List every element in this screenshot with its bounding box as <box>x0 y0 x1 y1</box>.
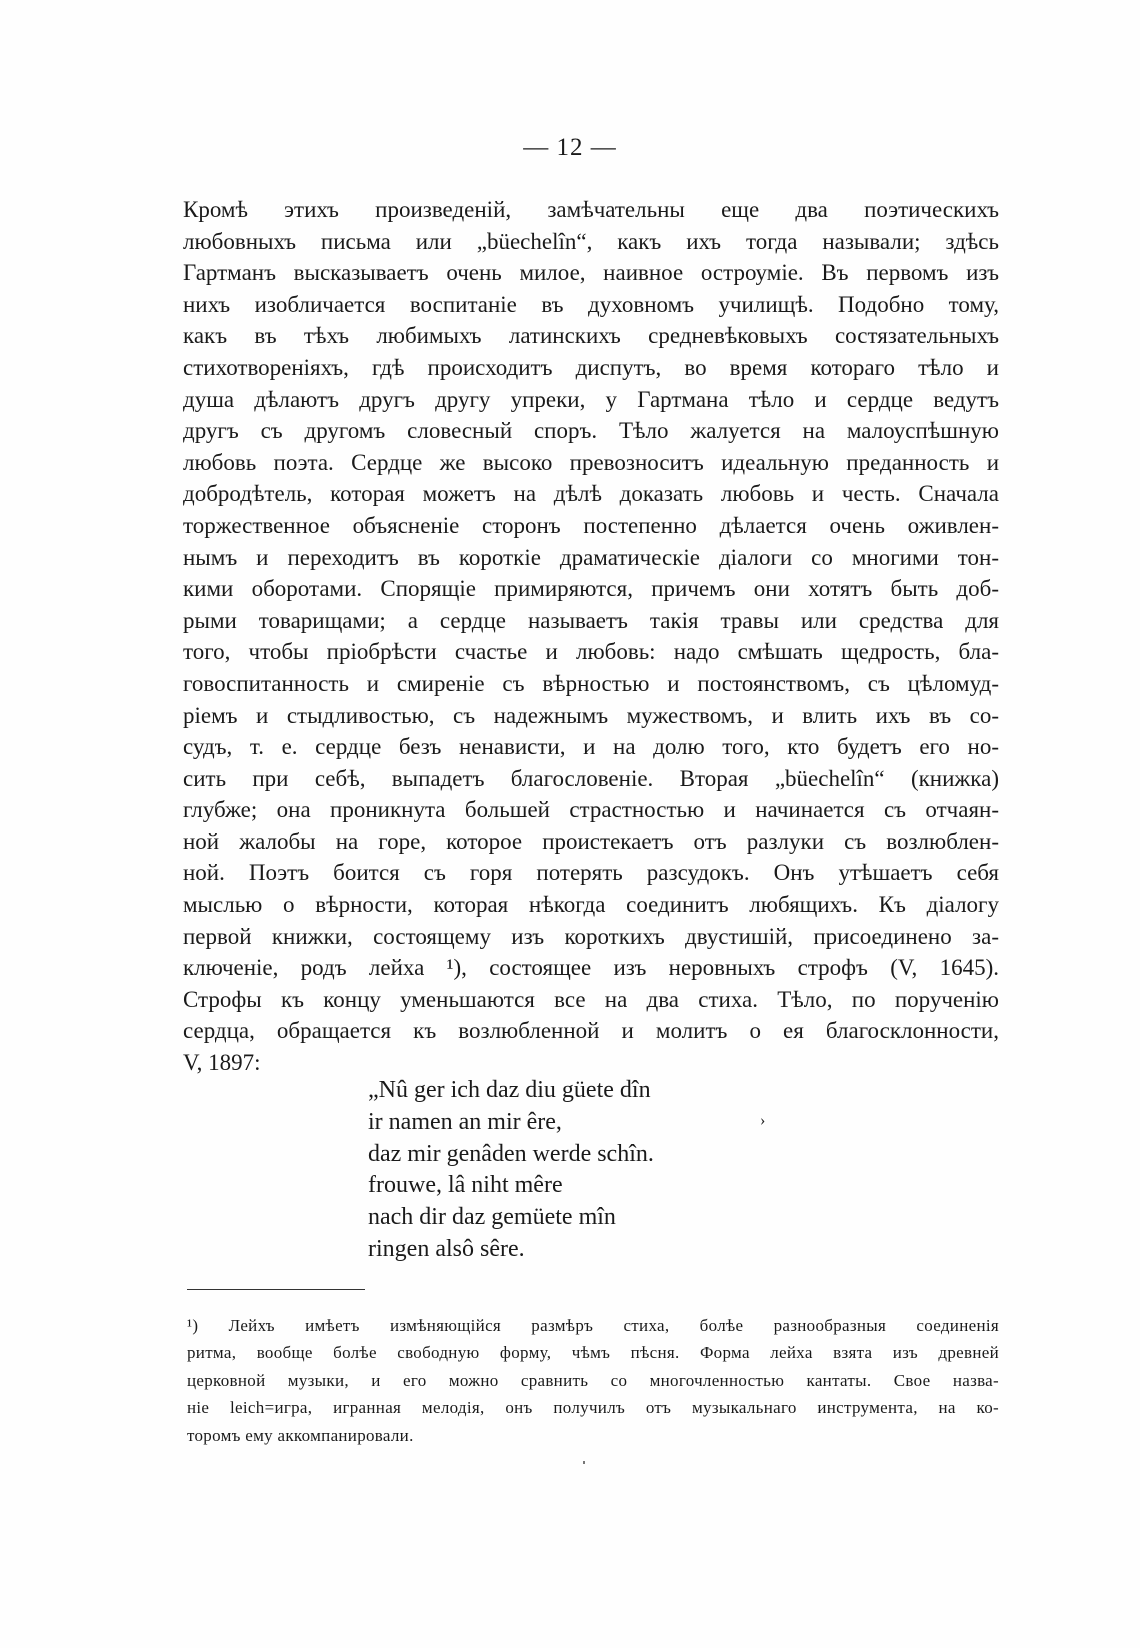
text-line: любовь поэта. Сердце же высоко превозноситъ идеальную преданность и <box>183 449 999 475</box>
stray-mark: › <box>760 1112 766 1129</box>
footnote <box>187 1312 999 1449</box>
page-number: — 12 — <box>523 134 617 161</box>
verse-line: frouwe, lâ niht mêre <box>368 1172 563 1199</box>
verse-line: ir namen an mir êre, <box>368 1108 562 1135</box>
text-line: Строфы къ концу уменьшаются все на два стиха. Тѣло, по порученію <box>183 986 999 1012</box>
text-line: того, чтобы пріобрѣсти счастье и любовь: надо смѣшать щедрость, бла- <box>183 639 999 665</box>
text-line: любовныхъ письма или „büechelîn“, какъ ихъ тогда называли; здѣсь <box>183 228 999 254</box>
text-line: рыми товарищами; а сердце называетъ такія травы или средства для <box>183 607 999 633</box>
verse-line: ringen alsô sêre. <box>368 1235 525 1262</box>
text-line: душа дѣлаютъ другъ другу упреки, у Гартмана тѣло и сердце ведутъ <box>183 386 999 412</box>
text-line: мыслью о вѣрности, которая нѣкогда соединитъ любящихъ. Къ діалогу <box>183 892 999 918</box>
footnote-line: ¹) Лейхъ имѣетъ измѣняющійся размѣръ стиха, болѣе разнообразныя соединенія <box>187 1316 999 1335</box>
text-line: судъ, т. е. сердце безъ ненависти, и на долю того, кто будетъ его но- <box>183 734 999 760</box>
text-line: Гартманъ высказываетъ очень милое, наивное остроуміе. Въ первомъ изъ <box>183 260 999 286</box>
text-line: ной жалобы на горе, которое проистекаетъ отъ разлуки съ возлюблен- <box>183 828 999 854</box>
text-line: ключеніе, родъ лейха ¹), состоящее изъ неровныхъ строфъ (V, 1645). <box>183 955 999 981</box>
footnote-divider <box>187 1289 365 1290</box>
verse-quote <box>368 1075 788 1266</box>
verse-line: daz mir genâden werde schîn. <box>368 1140 654 1167</box>
text-line: стихотвореніяхъ, гдѣ происходитъ диспутъ, во время котораго тѣло и <box>183 354 999 380</box>
text-line: другъ съ другомъ словесный споръ. Тѣло жалуется на малоуспѣшную <box>183 418 999 444</box>
text-line: глубже; она проникнута большей страстностью и начинается съ отчаян- <box>183 797 999 823</box>
verse-line: „Nû ger ich daz diu güete dîn <box>368 1077 651 1103</box>
footnote-line: ніе leich=игра, игранная мелодія, онъ получилъ отъ музыкальнаго инструмента, на ко- <box>187 1398 999 1418</box>
text-line: сить при себѣ, выпадетъ благословеніе. Вторая „büechelîn“ (книжка) <box>183 765 999 791</box>
text-line: нихъ изобличается воспитаніе въ духовномъ училищѣ. Подобно тому, <box>183 291 999 317</box>
text-line: нымъ и переходитъ въ короткіе драматическіе діалоги со многими тон- <box>183 544 999 570</box>
text-line: первой книжки, состоящему изъ короткихъ двустишій, присоединено за- <box>183 923 999 949</box>
text-line: кими оборотами. Спорящіе примиряются, причемъ они хотятъ быть доб- <box>183 576 999 602</box>
footnote-line-last: торомъ ему аккомпанировали. <box>187 1425 414 1445</box>
print-speck <box>583 1461 585 1464</box>
text-line: говоспитанность и смиреніе съ вѣрностью и постоянствомъ, съ цѣломуд- <box>183 670 999 696</box>
text-line: добродѣтель, которая можетъ на дѣлѣ доказать любовь и честь. Сначала <box>183 481 999 507</box>
text-line-last: V, 1897: <box>183 1050 261 1076</box>
text-line: сердца, обращается къ возлюбленной и молитъ о ея благосклонности, <box>183 1018 999 1044</box>
text-line: ной. Поэтъ боится съ горя потерять разсудокъ. Онъ утѣшаетъ себя <box>183 860 999 886</box>
text-line: ріемъ и стыдливостью, съ надежнымъ мужествомъ, и влить ихъ въ со- <box>183 702 999 728</box>
text-line: Кромѣ этихъ произведеній, замѣчательны еще два поэтическихъ <box>183 197 999 222</box>
text-line: какъ въ тѣхъ любимыхъ латинскихъ средневѣковыхъ состязательныхъ <box>183 323 999 349</box>
main-text <box>183 194 999 1079</box>
footnote-line: церковной музыки, и его можно сравнить со многочленностью кантаты. Свое назва- <box>187 1370 999 1390</box>
footnote-line: ритма, вообще болѣе свободную форму, чѣмъ пѣсня. Форма лейха взята изъ древней <box>187 1343 999 1363</box>
text-line: торжественное объясненіе сторонъ постепенно дѣлается очень оживлен- <box>183 512 999 538</box>
verse-line: nach dir daz gemüete mîn <box>368 1204 616 1231</box>
